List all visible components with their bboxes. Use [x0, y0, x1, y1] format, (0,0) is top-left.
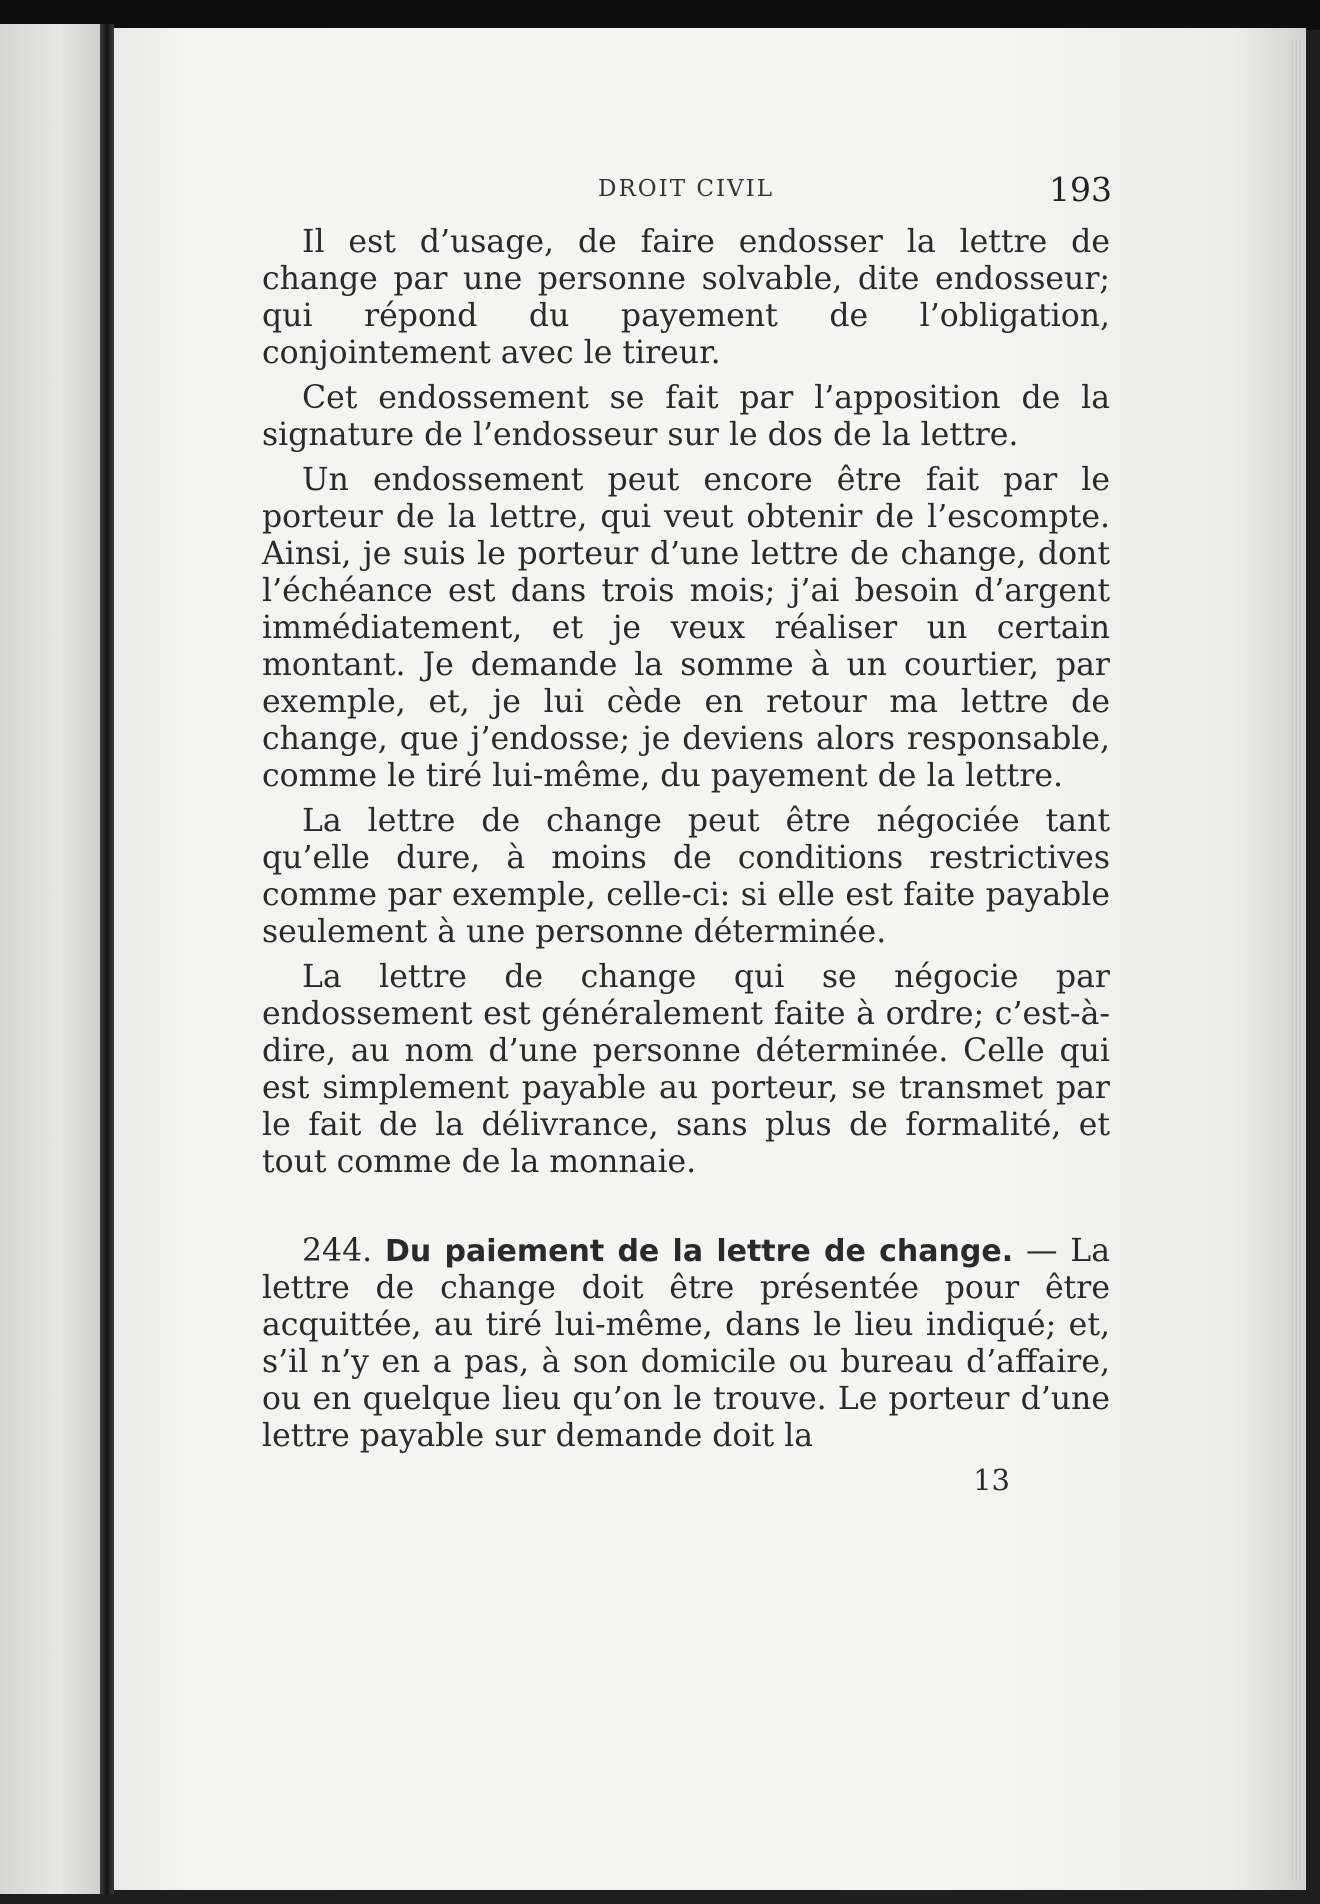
- page-number: 193: [1049, 170, 1112, 209]
- running-title: DROIT CIVIL: [598, 176, 775, 202]
- paragraph-apposition: Cet endossement se fait par l’apposition de la signature de l’endosseur sur le dos de la lettre.: [262, 380, 1110, 453]
- page-stack-edge: [1292, 40, 1302, 1880]
- facing-page-edge: [0, 24, 100, 1894]
- running-head: [262, 170, 1110, 224]
- paragraph-escompte: Un endossement peut encore être fait par le porteur de la lettre, qui veut obtenir de l’escompte. Ainsi, je suis le porteur d’une lettre de change, dont l’échéance est dans trois mois; j’ai besoin d’argent immédiatement, et je veux réaliser un certain montant. Je demande la somme à un courtier, par exemple, et, je lui cède en retour ma lettre de change, que j’endosse; je deviens alors responsable, comme le tiré lui-même, du payement de la lettre.: [262, 462, 1110, 794]
- paragraph-a-ordre: La lettre de change qui se négocie par endossement est généralement faite à ordre; c’est-à-dire, au nom d’une personne déterminée. Celle qui est simplement payable au porteur, se transmet par le fait de la délivrance, sans plus de formalité, et tout comme de la monnaie.: [262, 959, 1110, 1180]
- section-number: 244.: [302, 1233, 373, 1269]
- signature-mark: 13: [973, 1463, 1010, 1497]
- section-244: [262, 1233, 1110, 1455]
- paragraph-negociation: La lettre de change peut être négociée tant qu’elle dure, à moins de conditions restrictives comme par exemple, celle-ci: si elle est faite payable seulement à une personne déterminée.: [262, 803, 1110, 950]
- scan-top-border: [0, 0, 1320, 30]
- paragraph-endosseur: Il est d’usage, de faire endosser la lettre de change par une personne solvable, dite endosseur; qui répond du payement de l’obligation, conjointement avec le tireur.: [262, 224, 1110, 371]
- book-gutter: [100, 24, 114, 1894]
- section-text: — La lettre de change doit être présentée pour être acquittée, au tiré lui-même, dans le lieu indiqué; et, s’il n’y en a pas, à son domicile ou bureau d’affaire, ou en quelque lieu qu’on le trouve. Le porteur d’une lettre payable sur demande doit la: [262, 1233, 1110, 1454]
- section-heading: Du paiement de la lettre de change.: [384, 1234, 1014, 1269]
- page-text-block: [262, 170, 1110, 1497]
